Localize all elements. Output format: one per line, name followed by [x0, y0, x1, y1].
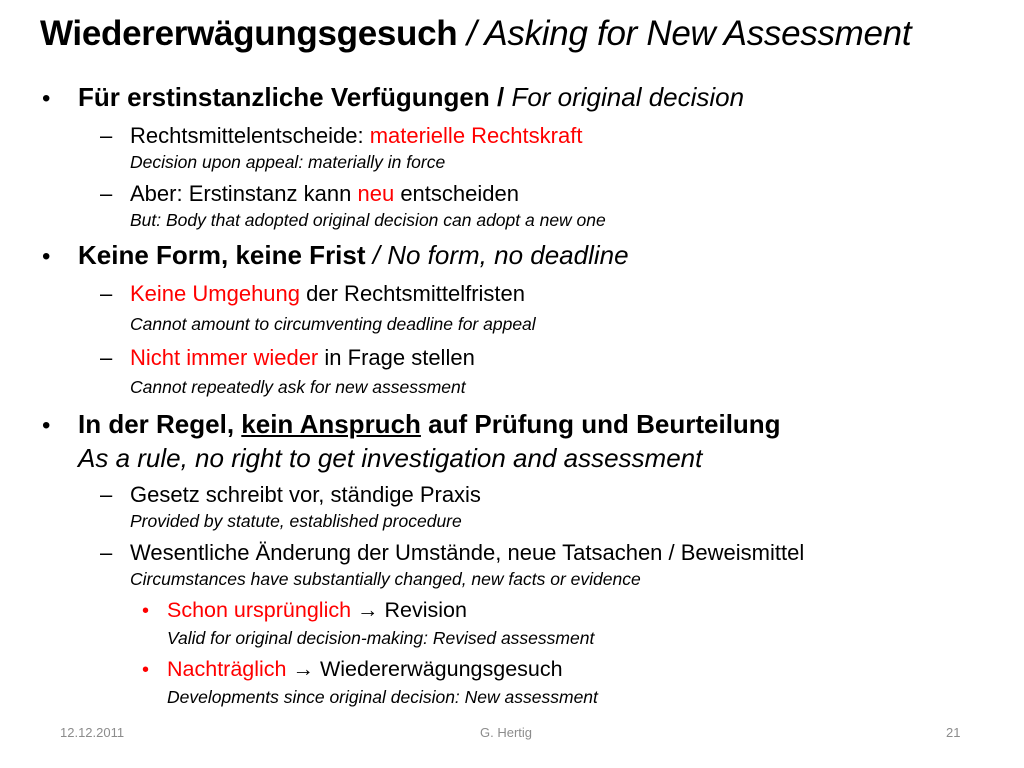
bullet-1-item-2: Aber: Erstinstanz kann neu entscheiden — [130, 181, 519, 206]
bullet-2-heading: Keine Form, keine Frist / No form, no deadline — [78, 240, 629, 270]
bullet-3-item-2-translation: Circumstances have substantially changed, new facts or evidence — [130, 569, 641, 589]
dash-icon: – — [100, 482, 113, 507]
red-bullet-icon: • — [142, 600, 150, 622]
dash-icon: – — [100, 181, 113, 206]
bullet-1-item-1: Rechtsmittelentscheide: materielle Rechtskraft — [130, 123, 583, 148]
slide-title — [40, 10, 911, 58]
footer-date: 12.12.2011 — [60, 725, 125, 740]
dash-icon: – — [100, 123, 113, 148]
bullet-3-item-1-translation: Provided by statute, established procedure — [130, 511, 462, 531]
bullet-dot-icon: • — [42, 412, 51, 439]
underlined-phrase: kein Anspruch — [241, 409, 421, 439]
dash-icon: – — [100, 281, 113, 306]
dash-icon: – — [100, 540, 113, 565]
bullet-2-item-1: Keine Umgehung der Rechtsmittelfristen — [130, 281, 525, 306]
sub-item-subsequent-translation: Developments since original decision: New assessment — [167, 687, 598, 707]
bullet-2-item-2: Nicht immer wieder in Frage stellen — [130, 345, 475, 370]
bullet-3-translation: As a rule, no right to get investigation and assessment — [78, 443, 703, 473]
title-english: / Asking for New Assessment — [466, 14, 912, 53]
red-bullet-icon: • — [142, 659, 150, 681]
bullet-dot-icon: • — [42, 243, 51, 270]
bullet-1-item-1-translation: Decision upon appeal: materially in force — [130, 152, 446, 172]
sub-item-original: Schon ursprünglich → Revision — [167, 598, 467, 622]
bullet-3-item-2: Wesentliche Änderung der Umstände, neue Tatsachen / Beweismittel — [130, 540, 805, 565]
bullet-1-heading: Für erstinstanzliche Verfügungen / For original decision — [78, 82, 745, 112]
bullet-dot-icon: • — [42, 85, 51, 112]
bullet-3-item-1: Gesetz schreibt vor, ständige Praxis — [130, 482, 481, 507]
title-german: Wiedererwägungsgesuch — [40, 14, 458, 53]
bullet-2-item-2-translation: Cannot repeatedly ask for new assessment — [130, 377, 466, 397]
bullet-1-item-2-translation: But: Body that adopted original decision can adopt a new one — [130, 210, 606, 230]
sub-item-original-translation: Valid for original decision-making: Revised assessment — [167, 628, 595, 648]
footer-author: G. Hertig — [480, 725, 533, 740]
bullet-2-item-1-translation: Cannot amount to circumventing deadline for appeal — [130, 314, 536, 334]
bullet-3-heading: In der Regel, kein Anspruch auf Prüfung und Beurteilung — [78, 409, 781, 439]
dash-icon: – — [100, 345, 113, 370]
sub-item-subsequent: Nachträglich → Wiedererwägungsgesuch — [167, 657, 563, 681]
footer-page-number: 21 — [946, 725, 961, 740]
